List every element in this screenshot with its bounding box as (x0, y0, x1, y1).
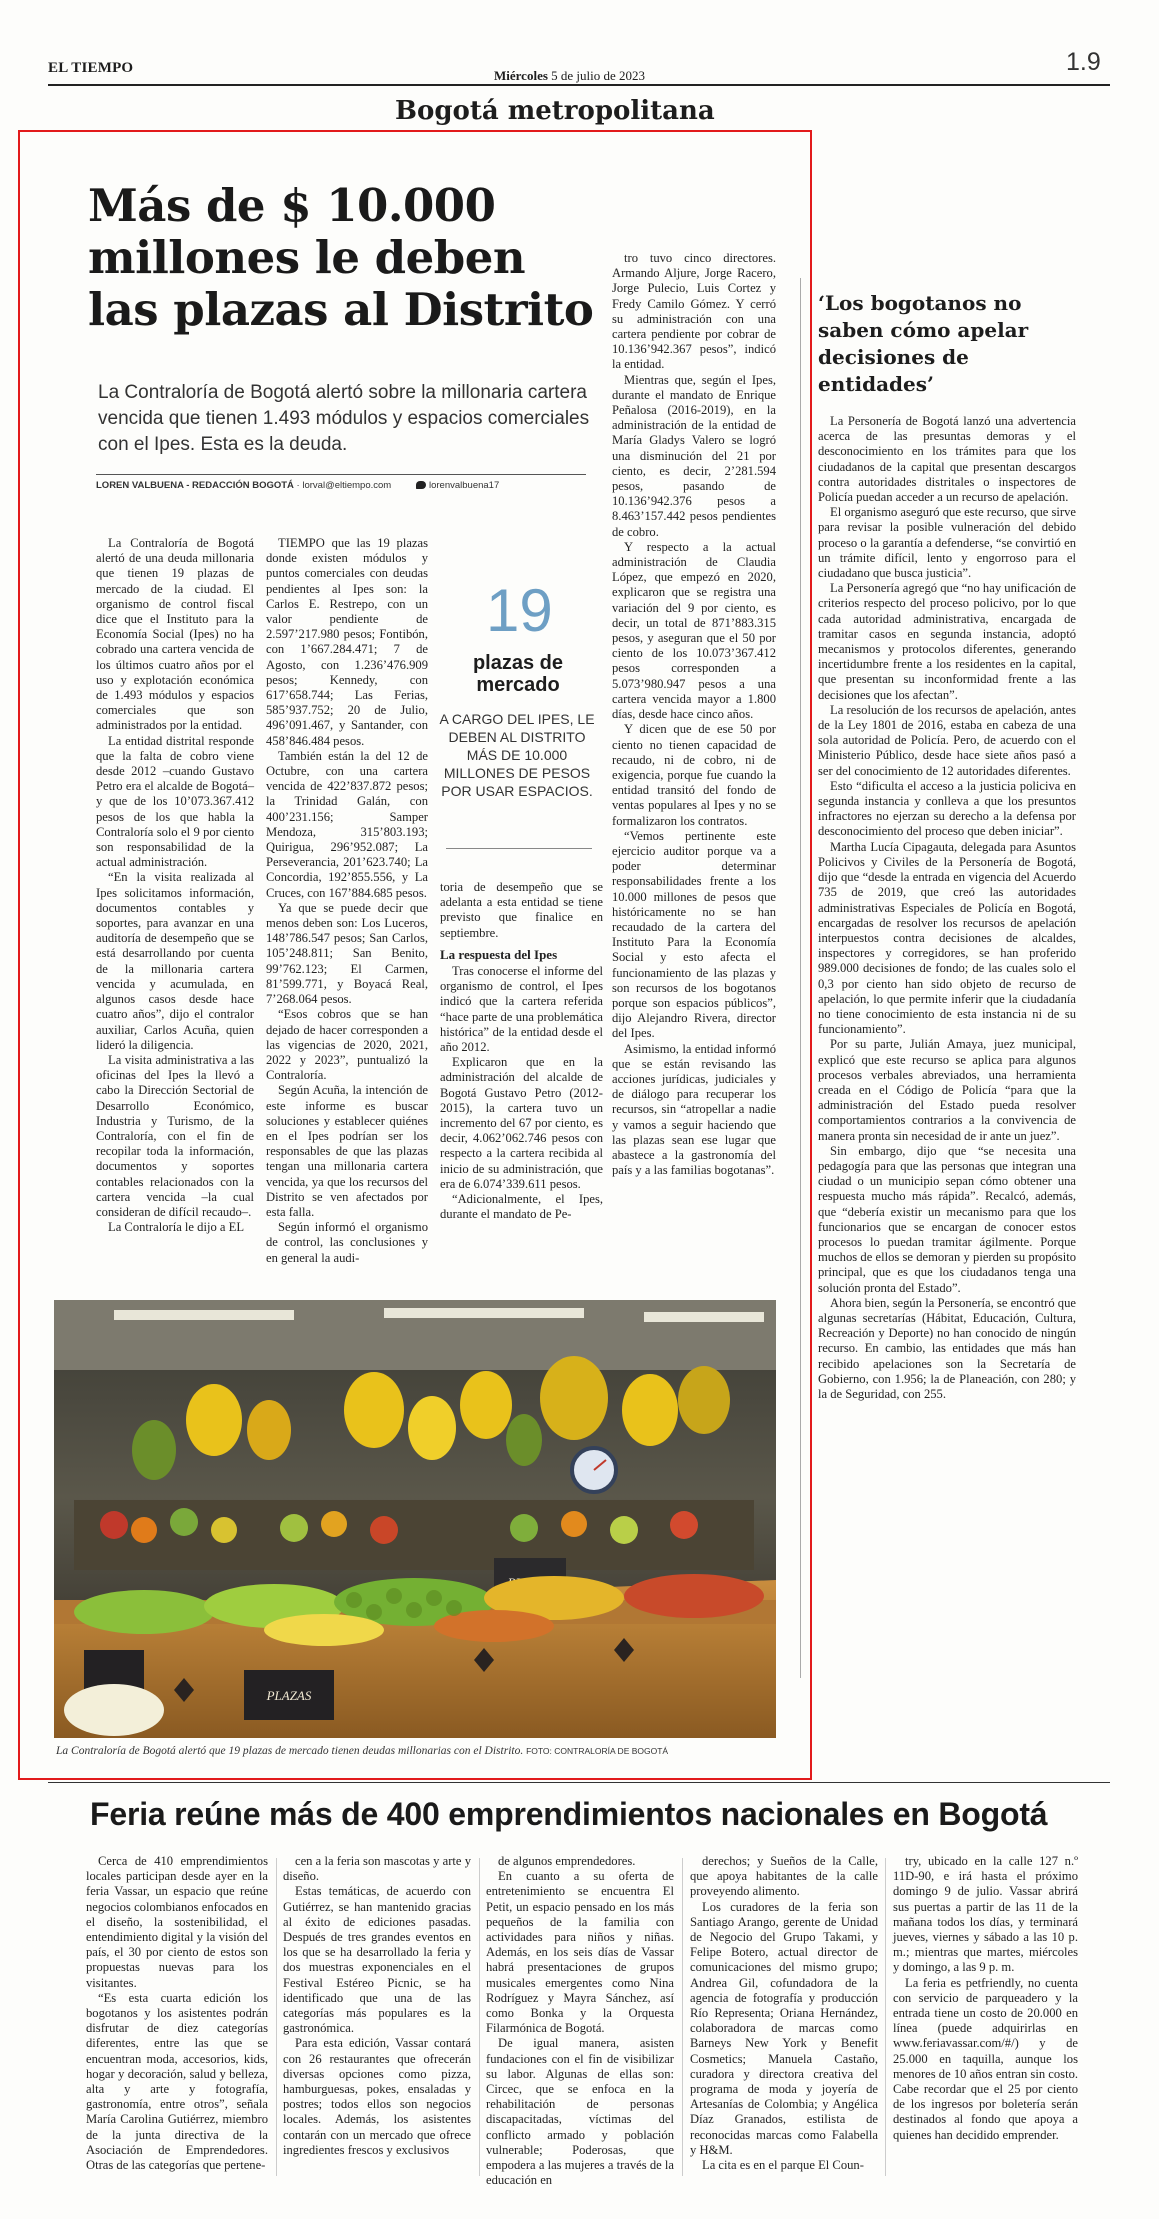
sidebar-body (818, 414, 1076, 1402)
dateline-date: 5 de julio de 2023 (551, 68, 646, 83)
byline-twitter-handle: lorenvalbuena17 (429, 480, 500, 491)
lower-column-1 (86, 1854, 268, 2173)
column-paragraph: La Contraloría de Bogotá alertó de una deuda millonaria que tienen 19 plazas de mercado de la ciudad. El organismo de control fiscal dice que el Instituto para la Economía Social (Ipes) no ha cobrado una cartera vencida de los últimos cuatro años por el uso y explotación económica de 1.493 módulos y espacios comerciales que son administrados por la entidad. (96, 536, 254, 733)
column-paragraph: Por su parte, Julián Amaya, juez municipal, explicó que este recurso se aplica para algunos procesos verbales abreviados, una herramienta creada en el Código de Policía “para que la administración del Estado pueda resolver comportamientos contrarios a la convivencia de manera pronta sin necesidad de ir ante un juez”. (818, 1037, 1076, 1143)
column-paragraph: La resolución de los recursos de apelación, antes de la Ley 1801 de 2016, estaba en cabeza de una sola autoridad de Policía. Pero, de acuerdo con el Ministerio Público, desde hace siete años pasó a ser del conocimiento de 12 autoridades diferentes. (818, 702, 1076, 778)
column-paragraph: Y dicen que de ese 50 por ciento no tienen capacidad de recaudo, ni de cobro, ni de exigencia, porque fue cuando la entidad transitó del fondo de ventas populares al Ipes y no se formalizaron los contratos. (612, 722, 776, 828)
column-paragraph: La cita es en el parque El Coun- (702, 2158, 864, 2173)
byline-email[interactable]: lorval@eltiempo.com (302, 480, 392, 491)
byline: LOREN VALBUENA - REDACCIÓN BOGOTÁ · lorval@eltiempo.com (96, 480, 392, 491)
article-standfirst: La Contraloría de Bogotá alertó sobre la millonaria cartera vencida que tienen 1.493 módulos y espacios comerciales con el Ipes. Esta es la deuda. (98, 382, 590, 455)
subhead: La respuesta del Ipes (440, 946, 558, 962)
column-paragraph: La Personería agregó que “no hay unificación de criterios respecto del proceso policivo, por lo que cada autoridad administrativa, encargada de tramitar casos en segunda instancia, adoptó mecanismos y protocolos diferentes, generando incertidumbre frente a los residentes en la capital, que presentan su inconformidad frente a las decisiones que los afectan”. (818, 581, 1076, 702)
column-divider (682, 1858, 683, 2176)
column-paragraph: Según Acuña, la intención de este informe es buscar soluciones y establecer quiénes en el Ipes podrían ser los responsables de que las plazas tengan una millonaria cartera vencida, ya que los recursos del Distrito se ven afectados por esta falla. (266, 1083, 428, 1219)
factbox-label: plazas de mercado (472, 652, 564, 696)
column-paragraph: tro tuvo cinco directores. Armando Aljure, Jorge Racero, Jorge Pulecio, Luis Cortez y Fredy Camilo Gómez. Y cerró su administración con una cartera pendiente por cobrar de 10.136’942.367 pesos”, indicó la entidad. (612, 251, 776, 372)
photo-caption-text: La Contraloría de Bogotá alertó que 19 plazas de mercado tienen deudas millonarias con el Distrito. (56, 1745, 524, 1757)
column-paragraph: La entidad distrital responde que la falta de cobro viene desde 2012 –cuando Gustavo Petro era el alcalde de Bogotá– y que de los 10’073.367.412 pesos de los que habla la Contraloría solo el 9 por ciento son responsabilidad de la actual administración. (96, 733, 254, 870)
column-paragraph: Sin embargo, dijo que “se necesita una pedagogía para que las personas que integran una ciudad o un municipio sepan cómo obtener una respuesta mucho más rápida”. Recalcó, además, que “debería existir un mecanismo para que los funcionarios que se encargan de conocer estos procesos lo puedan tramitar ágilmente. Porque muchos de ellos se demoran y pierden su propósito principal, que es que los ciudadanos tenga una solución pronta del Estado”. (818, 1143, 1076, 1295)
lower-article-headline: Feria reúne más de 400 emprendimientos nacionales en Bogotá (90, 1796, 1048, 1832)
dateline-day: Miércoles (494, 68, 548, 83)
column-paragraph: La Contraloría le dijo a EL (108, 1220, 245, 1235)
column-paragraph: Estas temáticas, de acuerdo con Gutiérrez, se han mantenido gracias al éxito de ediciones pasadas. Después de tres grandes eventos en los que se ha desarrollado la feria y dos muestras exponenciales en el Festival Estéreo Picnic, se ha identificado que una de las categorías más populares es la gastronómica. (283, 1884, 471, 2036)
column-divider (276, 1858, 277, 2176)
column-paragraph: La Personería de Bogotá lanzó una advertencia acerca de las presuntas demoras y el desconocimiento en los trámites para que los ciudadanos de la capital que presentan descargos contra autoridades distritales o inspectores de Policía puedan acceder a un recurso de apelación. (818, 414, 1076, 505)
column-paragraph: derechos; y Sueños de la Calle, que apoya habitantes de la calle proveyendo alimento. (690, 1854, 878, 1899)
column-paragraph: “Vemos pertinente este ejercicio auditor porque va a poder determinar responsabilidades frente a los 10.000 millones de pesos que históricamente no se han recaudado de la cartera del Instituto Para la Economía Social y esto afecta el funcionamiento de las plazas y son recursos de los bogotanos porque son espacios públicos”, dijo Alejandro Rivera, director del Ipes. (612, 828, 776, 1041)
column-paragraph: Ya que se puede decir que menos deben son: Los Luceros, 148’786.547 pesos; San Carlos, 105’248.811; San Benito, 99’762.123; El Carmen, 81’599.771, y Boyacá Real, 7’268.064 pesos. (266, 900, 428, 1007)
column-paragraph: “En la visita realizada al Ipes solicitamos información, documentos contables y soportes, para avanzar en una auditoría de desempeño que se está desarrollando por cuenta de la millonaria cartera vencida y acumulada, en algunos casos desde hace cuatro años”, dijo el contralor auxiliar, Carlos Acuña, quien lideró la diligencia. (96, 870, 254, 1052)
photo-credit: FOTO: CONTRALORÍA DE BOGOTÁ (526, 1746, 669, 1756)
column-paragraph: try, ubicado en la calle 127 n.º 11D-90, e irá hasta el próximo domingo 9 de julio. Vassar abrirá sus puertas a partir de las 11 de la mañana todos los días, y terminará jueves, viernes y sábado a las 10 p. m.; mientras que martes, miércoles y domingo, a las 9 p. m. (893, 1854, 1078, 1975)
lower-article-rule (48, 1782, 1110, 1783)
masthead: EL TIEMPO (48, 60, 134, 76)
column-paragraph: De igual manera, asisten fundaciones con el fin de visibilizar su labor. Algunas de ellas son: Circec, que se enfoca en la rehabilitación de personas discapacitadas, víctimas del conflicto armado y población vulnerable; Poderosas, que empodera a las mujeres a través de la educación en (486, 2036, 674, 2188)
column-paragraph: El organismo aseguró que este recurso, que sirve para revisar la posible vulneración del debido proceso o la garantía a defenderse, “se convirtió en un trámite difícil, lento y engorroso para el ciudadano que busca justicia”. (818, 505, 1076, 581)
byline-author: LOREN VALBUENA - REDACCIÓN BOGOTÁ (96, 480, 294, 491)
column-paragraph: La visita administrativa a las oficinas del Ipes la llevó a cabo la Dirección Sectorial de Desarrollo Económico, Industria y Turismo, de la Contraloría, con el fin de recopilar toda la información, documentos y soportes contables relacionados con la cartera vencida –la cual consideran de difícil recaudo–. (96, 1052, 254, 1219)
column-paragraph: “Esos cobros que se han dejado de hacer corresponden a las vigencias de 2020, 2021, 2022 y 2023”, puntualizó la Contraloría. (266, 1007, 428, 1083)
sidebar-title: ‘Los bogotanos no saben cómo apelar decisiones de entidades’ (818, 291, 1029, 396)
lower-column-3 (486, 1854, 674, 2188)
section-title: Bogotá metropolitana (395, 96, 715, 126)
column-paragraph: Mientras que, según el Ipes, durante el mandato de Enrique Peñalosa (2016-2019), en la administración de la entidad de María Gladys Valero se logró una disminución del 21 por ciento, es decir, 2’281.594 pesos, pasando de 10.136’942.376 pesos a 8.463’157.442 pesos pendientes de cobro. (612, 372, 776, 539)
column-paragraph: “Adicionalmente, el Ipes, durante el mandato de Pe- (440, 1192, 603, 1222)
factbox-description: A CARGO DEL IPES, LE DEBEN AL DISTRITO MÁS DE 10.000 MILLONES DE PESOS POR USAR ESPACIOS. (439, 711, 595, 799)
column-paragraph: cen a la feria son mascotas y arte y diseño. (283, 1854, 471, 1884)
dateline (494, 68, 645, 84)
column-paragraph: Esto “dificulta el acceso a la justicia policiva en segunda instancia y conlleva a que los presuntos infractores no ejerzan su derecho a la defensa por desconocimiento del proceso que deben iniciar”. (818, 778, 1076, 839)
column-divider (885, 1858, 886, 2176)
column-paragraph: En cuanto a su oferta de entretenimiento se encuentra El Petit, un espacio pensado en los más pequeños de la familia con actividades para niños y niñas. Además, en los seis días de Vassar habrá presentaciones de grupos musicales emergentes como Nina Rodríguez y Mayra Sánchez, así como Bonka y la Orquesta Filarmónica de Bogotá. (486, 1869, 674, 2036)
column-paragraph: Según informó el organismo de control, las conclusiones y en general la audi- (266, 1220, 428, 1265)
column-paragraph: TIEMPO que las 19 plazas donde existen módulos y puntos comerciales con deudas pendientes al Ipes son: la Carlos E. Restrepo, con un valor pendiente de 2.597’217.980 pesos; Fontibón, con 1’667.284.471; 7 de Agosto, con 1.236’476.909 pesos; Kennedy, con 617’658.744; Las Ferias, 585’937.752; 20 de Julio, 496’091.467, y Santander, con 458’846.484 pesos. (266, 536, 428, 748)
lower-column-4 (690, 1854, 878, 2173)
column-divider (479, 1858, 480, 2176)
photo-sign-2: PLAZAS (266, 1688, 312, 1703)
column-paragraph: Martha Lucía Cipagauta, delegada para Asuntos Policivos y Civiles de la Personería de Bogotá, dijo que “desde la entrada en vigencia del Acuerdo 735 de 2019, que creó las autoridades administrativas Especiales de Policía en Bogotá, encargadas de resolver los recursos de apelación interpuestos contra decisiones de alcaldes, inspectores y corregidores, se han proferido 989.000 decisiones de fondo; de las cuales solo el 0,3 por ciento han sido objeto de recurso de apelación, lo que permite inferir que la ciudadanía no tiene conocimiento de esta instancia ni de su funcionamiento”. (818, 839, 1076, 1037)
column-paragraph: “Es esta cuarta edición los bogotanos y los asistentes podrán disfrutar de diez categorías diferentes, entre las que se encuentran moda, accesorios, kids, hogar y decoración, salud y belleza, alta y arte y fotografía, gastronomía, entre otros”, señala María Carolina Gutiérrez, miembro de la junta directiva de la Asociación de Emprendedores. Otras de las categorías que pertene- (86, 1990, 268, 2173)
column-paragraph: Los curadores de la feria son Santiago Arango, gerente de Unidad de Negocio del Grupo Takami, y Felipe Botero, actual director de comunicaciones del mismo grupo; Andrea Gil, cofundadora de la agencia de fotografía y producción Río Representa; Oriana Hernández, colaboradora de marcas como Barneys New York y Benefit Cosmetics; Manuela Castaño, curadora y directora creativa del programa de moda y joyería de Artesanías de Colombia; y Angélica Díaz Granados, estilista de reconocidas marcas como Falabella y H&M. (690, 1899, 878, 2157)
column-paragraph: También están la del 12 de Octubre, con una cartera vencida de 422’837.872 pesos; la Trinidad Galán, con 400’231.156; Samper Mendoza, 315’803.193; Quirigua, 296’952.087; La Perseverancia, 201’623.740; La Concordia, 192’855.556, y La Cruces, con 167’884.685 pesos. (266, 748, 428, 900)
column-paragraph: Y respecto a la actual administración de Claudia López, que empezó en 2020, explicaron que se registra una variación del 9 por ciento, es decir, un total de 871’883.315 pesos, y aseguran que el 50 por ciento de los 10.073’367.412 pesos corresponden a 5.073’980.947 pesos a una cartera vencida mayor a 1.800 días, desde hace cinco años. (612, 539, 776, 722)
column-paragraph: Cerca de 410 emprendimientos locales participan desde ayer en la feria Vassar, un espacio que reúne negocios colombianos enfocados en el diseño, la sostenibilidad, el entendimiento digital y la visión del país, el 30 por ciento de estos son propuestas nuevas para los visitantes. (86, 1854, 268, 1990)
lower-column-5 (893, 1854, 1078, 2143)
column-paragraph: Tras conocerse el informe del organismo de control, el Ipes indicó que la cartera referida “hace parte de una problemática histórica” de la entidad desde el año 2012. (440, 964, 603, 1055)
page-number: 1.9 (1066, 48, 1101, 76)
header-rule (48, 84, 1110, 86)
column-paragraph: Explicaron que en la administración del alcalde de Bogotá Gustavo Petro (2012-2015), la cartera tuvo un incremento del 67 por ciento, es decir, 4.062’062.746 pesos con respecto a la cartera recibida al inicio de su administración, que era de 6.074’339.611 pesos. (440, 1055, 603, 1191)
column-paragraph: Para esta edición, Vassar contará con 26 restaurantes que ofrecerán diversas opciones como pizza, hamburguesas, pokes, ensaladas y postres; todos ellos son negocios locales. Además, los asistentes contarán con un mercado que ofrece ingredientes frescos y exclusivos (283, 2036, 471, 2157)
column-paragraph: de algunos emprendedores. (498, 1854, 636, 1868)
column-paragraph: La feria es petfriendly, no cuenta con servicio de parqueadero y la entrada tiene un costo de 20.000 en línea (puede adquirirlas en www.feriavassar.com/#/) y de 25.000 en taquilla, aunque los menores de 10 años entran sin costo. Cabe recordar que el 25 por ciento de los ingresos por boletería serán destinados al fondo que apoya a quienes han decidido emprender. (893, 1975, 1079, 2142)
lower-column-2 (283, 1854, 471, 2158)
highlight-frame (18, 130, 812, 1780)
column-paragraph: Ahora bien, según la Personería, se encontró que algunas secretarías (Hábitat, Educación, Cultura, Recreación y Deporte) no han conocido de ningún recurso. En cambio, las entidades que más han recibido apelaciones son la Secretaría de Gobierno, con 1.956; la de Planeación, con 280; y la de Seguridad, con 255. (818, 1295, 1076, 1401)
column-paragraph: toria de desempeño que se adelanta a esta entidad se tiene previsto que finalice en septiembre. (440, 880, 603, 940)
column-paragraph: Asimismo, la entidad informó que se están revisando las acciones jurídicas, judiciales y de diálogo para recuperar los recursos, sin “atropellar a nadie y vamos a seguir haciendo que las plazas sean ese lugar que abastece a la gastronomía del país y a las familias bogotanas”. (612, 1041, 776, 1178)
article-headline: Más de $ 10.000 millones le deben las plazas al Distrito (88, 179, 594, 336)
factbox-number: 19 (486, 577, 553, 644)
